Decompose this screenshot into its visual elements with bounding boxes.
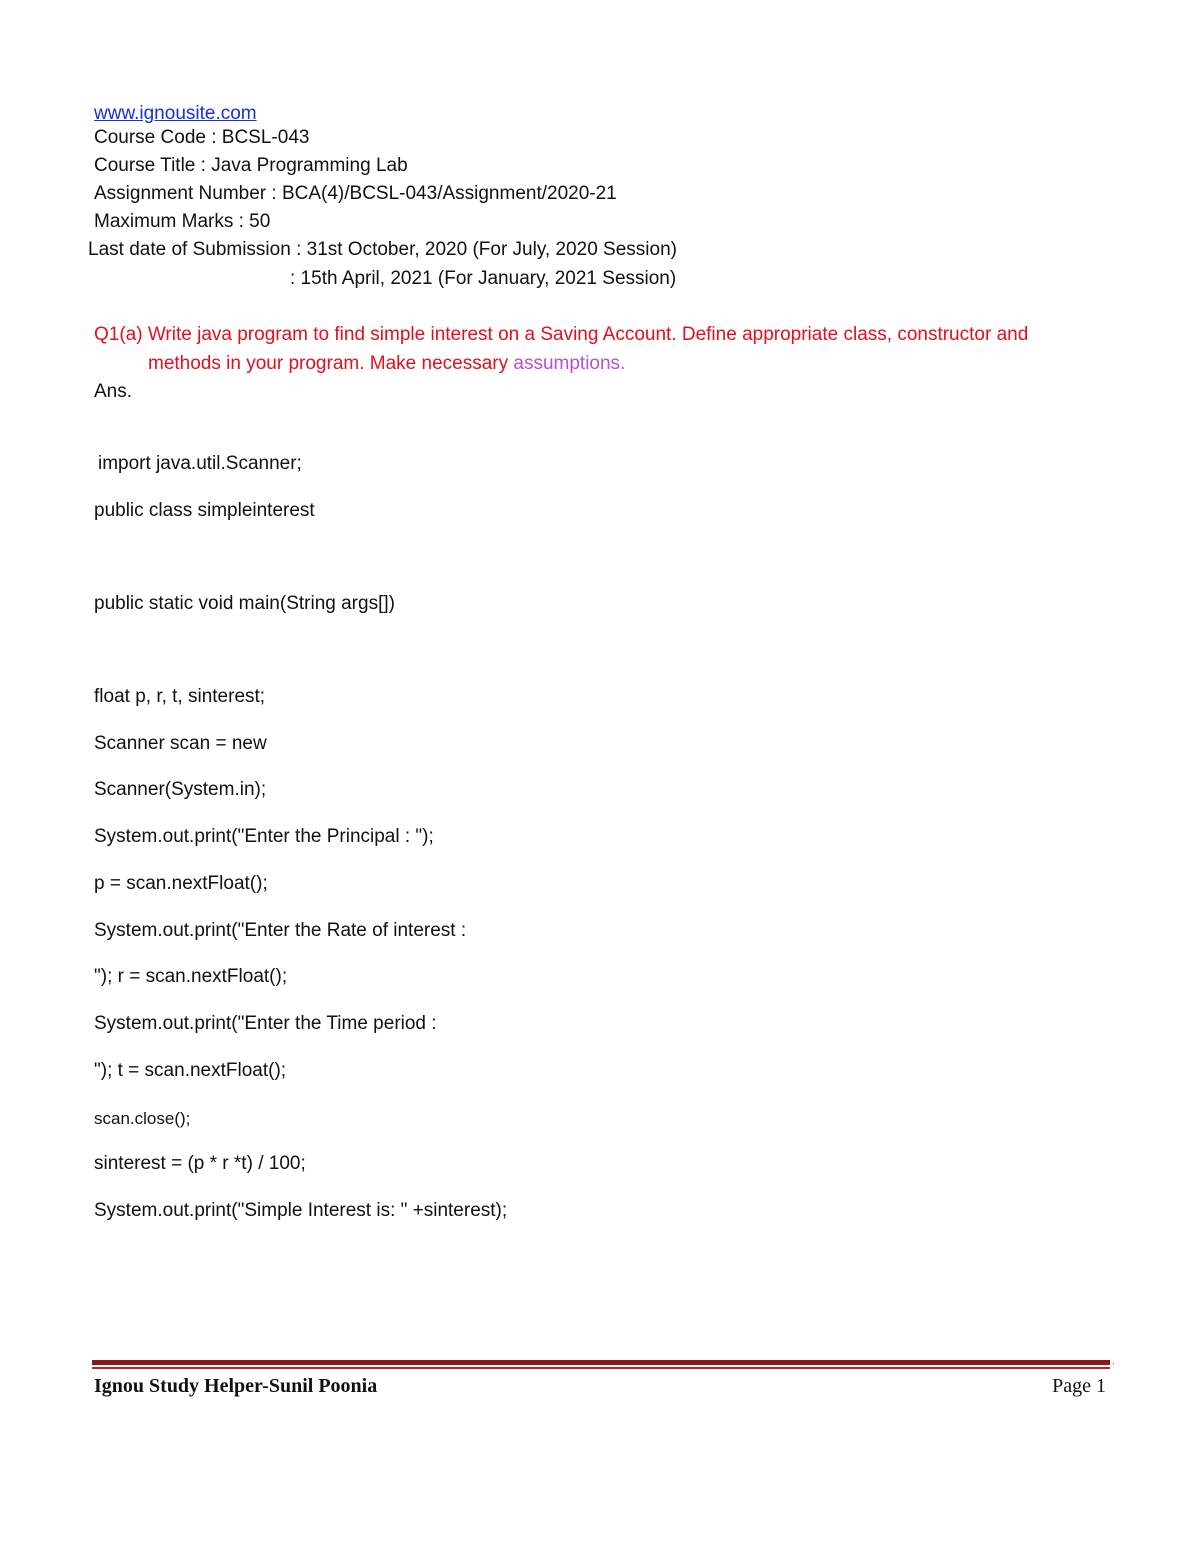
code-line: System.out.print("Enter the Principal : ");	[94, 826, 434, 847]
course-title: Course Title : Java Programming Lab	[94, 155, 408, 176]
question-line-2-text: methods in your program. Make necessary	[148, 353, 514, 374]
code-line: public static void main(String args[])	[94, 593, 395, 614]
code-line: System.out.print("Enter the Rate of interest :	[94, 920, 467, 941]
question-line-1: Q1(a) Write java program to find simple interest on a Saving Account. Define appropriate class, constructor and	[94, 324, 1029, 345]
code-line: import java.util.Scanner;	[98, 453, 302, 474]
code-line: Scanner(System.in);	[94, 779, 267, 800]
last-date-submission: Last date of Submission : 31st October, 2020 (For July, 2020 Session)	[88, 239, 677, 260]
last-date-submission-second: : 15th April, 2021 (For January, 2021 Session)	[290, 268, 677, 289]
maximum-marks: Maximum Marks : 50	[94, 211, 271, 232]
course-code: Course Code : BCSL-043	[94, 127, 310, 148]
footer-divider-thick	[92, 1360, 1110, 1365]
code-line: scan.close();	[94, 1109, 191, 1128]
footer-author: Ignou Study Helper-Sunil Poonia	[94, 1375, 378, 1397]
code-line: System.out.print("Simple Interest is: " +sinterest);	[94, 1200, 508, 1221]
question-line-2	[148, 352, 625, 376]
code-line: float p, r, t, sinterest;	[94, 686, 266, 707]
code-line: "); t = scan.nextFloat();	[94, 1060, 287, 1081]
footer-divider-thin	[92, 1367, 1110, 1369]
code-line: "); r = scan.nextFloat();	[94, 966, 288, 987]
code-line: public class simpleinterest	[94, 500, 315, 521]
code-line: sinterest = (p * r *t) / 100;	[94, 1153, 306, 1174]
footer-dot: .	[1112, 1356, 1115, 1367]
question-assumptions-word: assumptions.	[513, 353, 626, 374]
footer-page-number: Page 1	[1052, 1375, 1106, 1397]
code-line: Scanner scan = new	[94, 733, 267, 754]
website-link[interactable]: www.ignousite.com	[94, 103, 257, 124]
code-line: System.out.print("Enter the Time period :	[94, 1013, 437, 1034]
answer-label: Ans.	[94, 381, 133, 402]
code-line: p = scan.nextFloat();	[94, 873, 268, 894]
assignment-number: Assignment Number : BCA(4)/BCSL-043/Assignment/2020-21	[94, 183, 617, 204]
